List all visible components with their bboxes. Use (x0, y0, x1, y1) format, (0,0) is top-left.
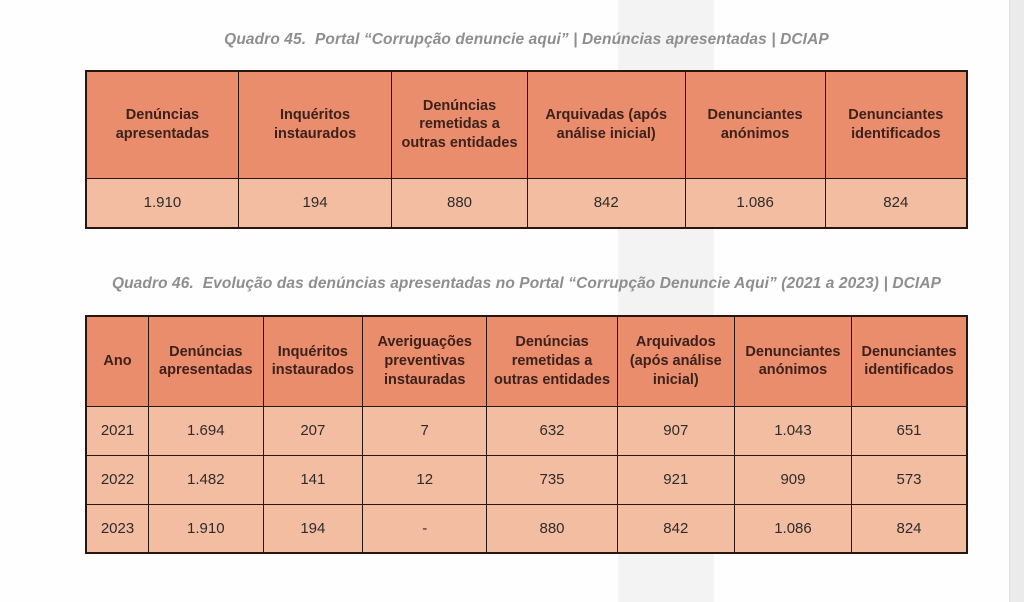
data-cell: 2023 (86, 504, 149, 553)
column-header-cell: Arquivadas (após análise inicial) (527, 71, 685, 178)
column-header-cell: Denunciantes identificados (852, 316, 967, 406)
column-header-cell: Denúncias remetidas a outras entidades (487, 316, 617, 406)
data-cell: 2022 (86, 455, 149, 504)
data-cell: 880 (487, 504, 617, 553)
data-cell: 907 (617, 406, 734, 455)
column-header-cell: Arquivados (após análise inicial) (617, 316, 734, 406)
data-cell: 1.043 (734, 406, 851, 455)
data-cell: 735 (487, 455, 617, 504)
data-cell: 921 (617, 455, 734, 504)
data-cell: 880 (392, 178, 528, 228)
column-header-cell: Averiguações preventivas instauradas (363, 316, 487, 406)
data-cell: 824 (825, 178, 967, 228)
data-cell: 573 (852, 455, 967, 504)
column-header-cell: Denúncias apresentadas (86, 71, 238, 178)
quadro46-title: Quadro 46. Evolução das denúncias apresentadas no Portal “Corrupção Denuncie Aqui” (2021 a 2023) | DCIAP (111, 275, 942, 292)
column-header-cell: Denunciantes anónimos (685, 71, 825, 178)
data-cell: 207 (263, 406, 363, 455)
data-cell: 141 (263, 455, 363, 504)
data-cell: 1.482 (149, 455, 264, 504)
quadro46-table (85, 315, 968, 554)
column-header-cell: Denunciantes identificados (825, 71, 967, 178)
column-header-cell: Ano (86, 316, 149, 406)
table-row (86, 406, 967, 455)
data-cell: 1.910 (149, 504, 264, 553)
data-cell: 1.086 (685, 178, 825, 228)
data-cell: 842 (617, 504, 734, 553)
data-cell: 632 (487, 406, 617, 455)
data-cell: 909 (734, 455, 851, 504)
column-header-cell: Denúncias apresentadas (149, 316, 264, 406)
quadro45-title: Quadro 45. Portal “Corrupção denuncie aqui” | Denúncias apresentadas | DCIAP (224, 31, 829, 48)
data-cell: 194 (263, 504, 363, 553)
column-header-cell: Inquéritos instaurados (238, 71, 391, 178)
data-cell: 824 (852, 504, 967, 553)
table-row (86, 504, 967, 553)
data-cell: 12 (363, 455, 487, 504)
table-row (86, 455, 967, 504)
data-cell: - (363, 504, 487, 553)
quadro46-body (86, 406, 967, 553)
data-cell: 842 (527, 178, 685, 228)
data-cell: 194 (238, 178, 391, 228)
quadro45-data-row (86, 178, 967, 228)
data-cell: 1.694 (149, 406, 264, 455)
data-cell: 1.086 (734, 504, 851, 553)
quadro45-table (85, 70, 968, 229)
quadro45-header-row (86, 71, 967, 178)
quadro46-header-row (86, 316, 967, 406)
data-cell: 7 (363, 406, 487, 455)
column-header-cell: Denúncias remetidas a outras entidades (392, 71, 528, 178)
data-cell: 651 (852, 406, 967, 455)
data-cell: 1.910 (86, 178, 238, 228)
right-edge-strip (1009, 0, 1024, 602)
column-header-cell: Inquéritos instaurados (263, 316, 363, 406)
column-header-cell: Denunciantes anónimos (734, 316, 851, 406)
data-cell: 2021 (86, 406, 149, 455)
